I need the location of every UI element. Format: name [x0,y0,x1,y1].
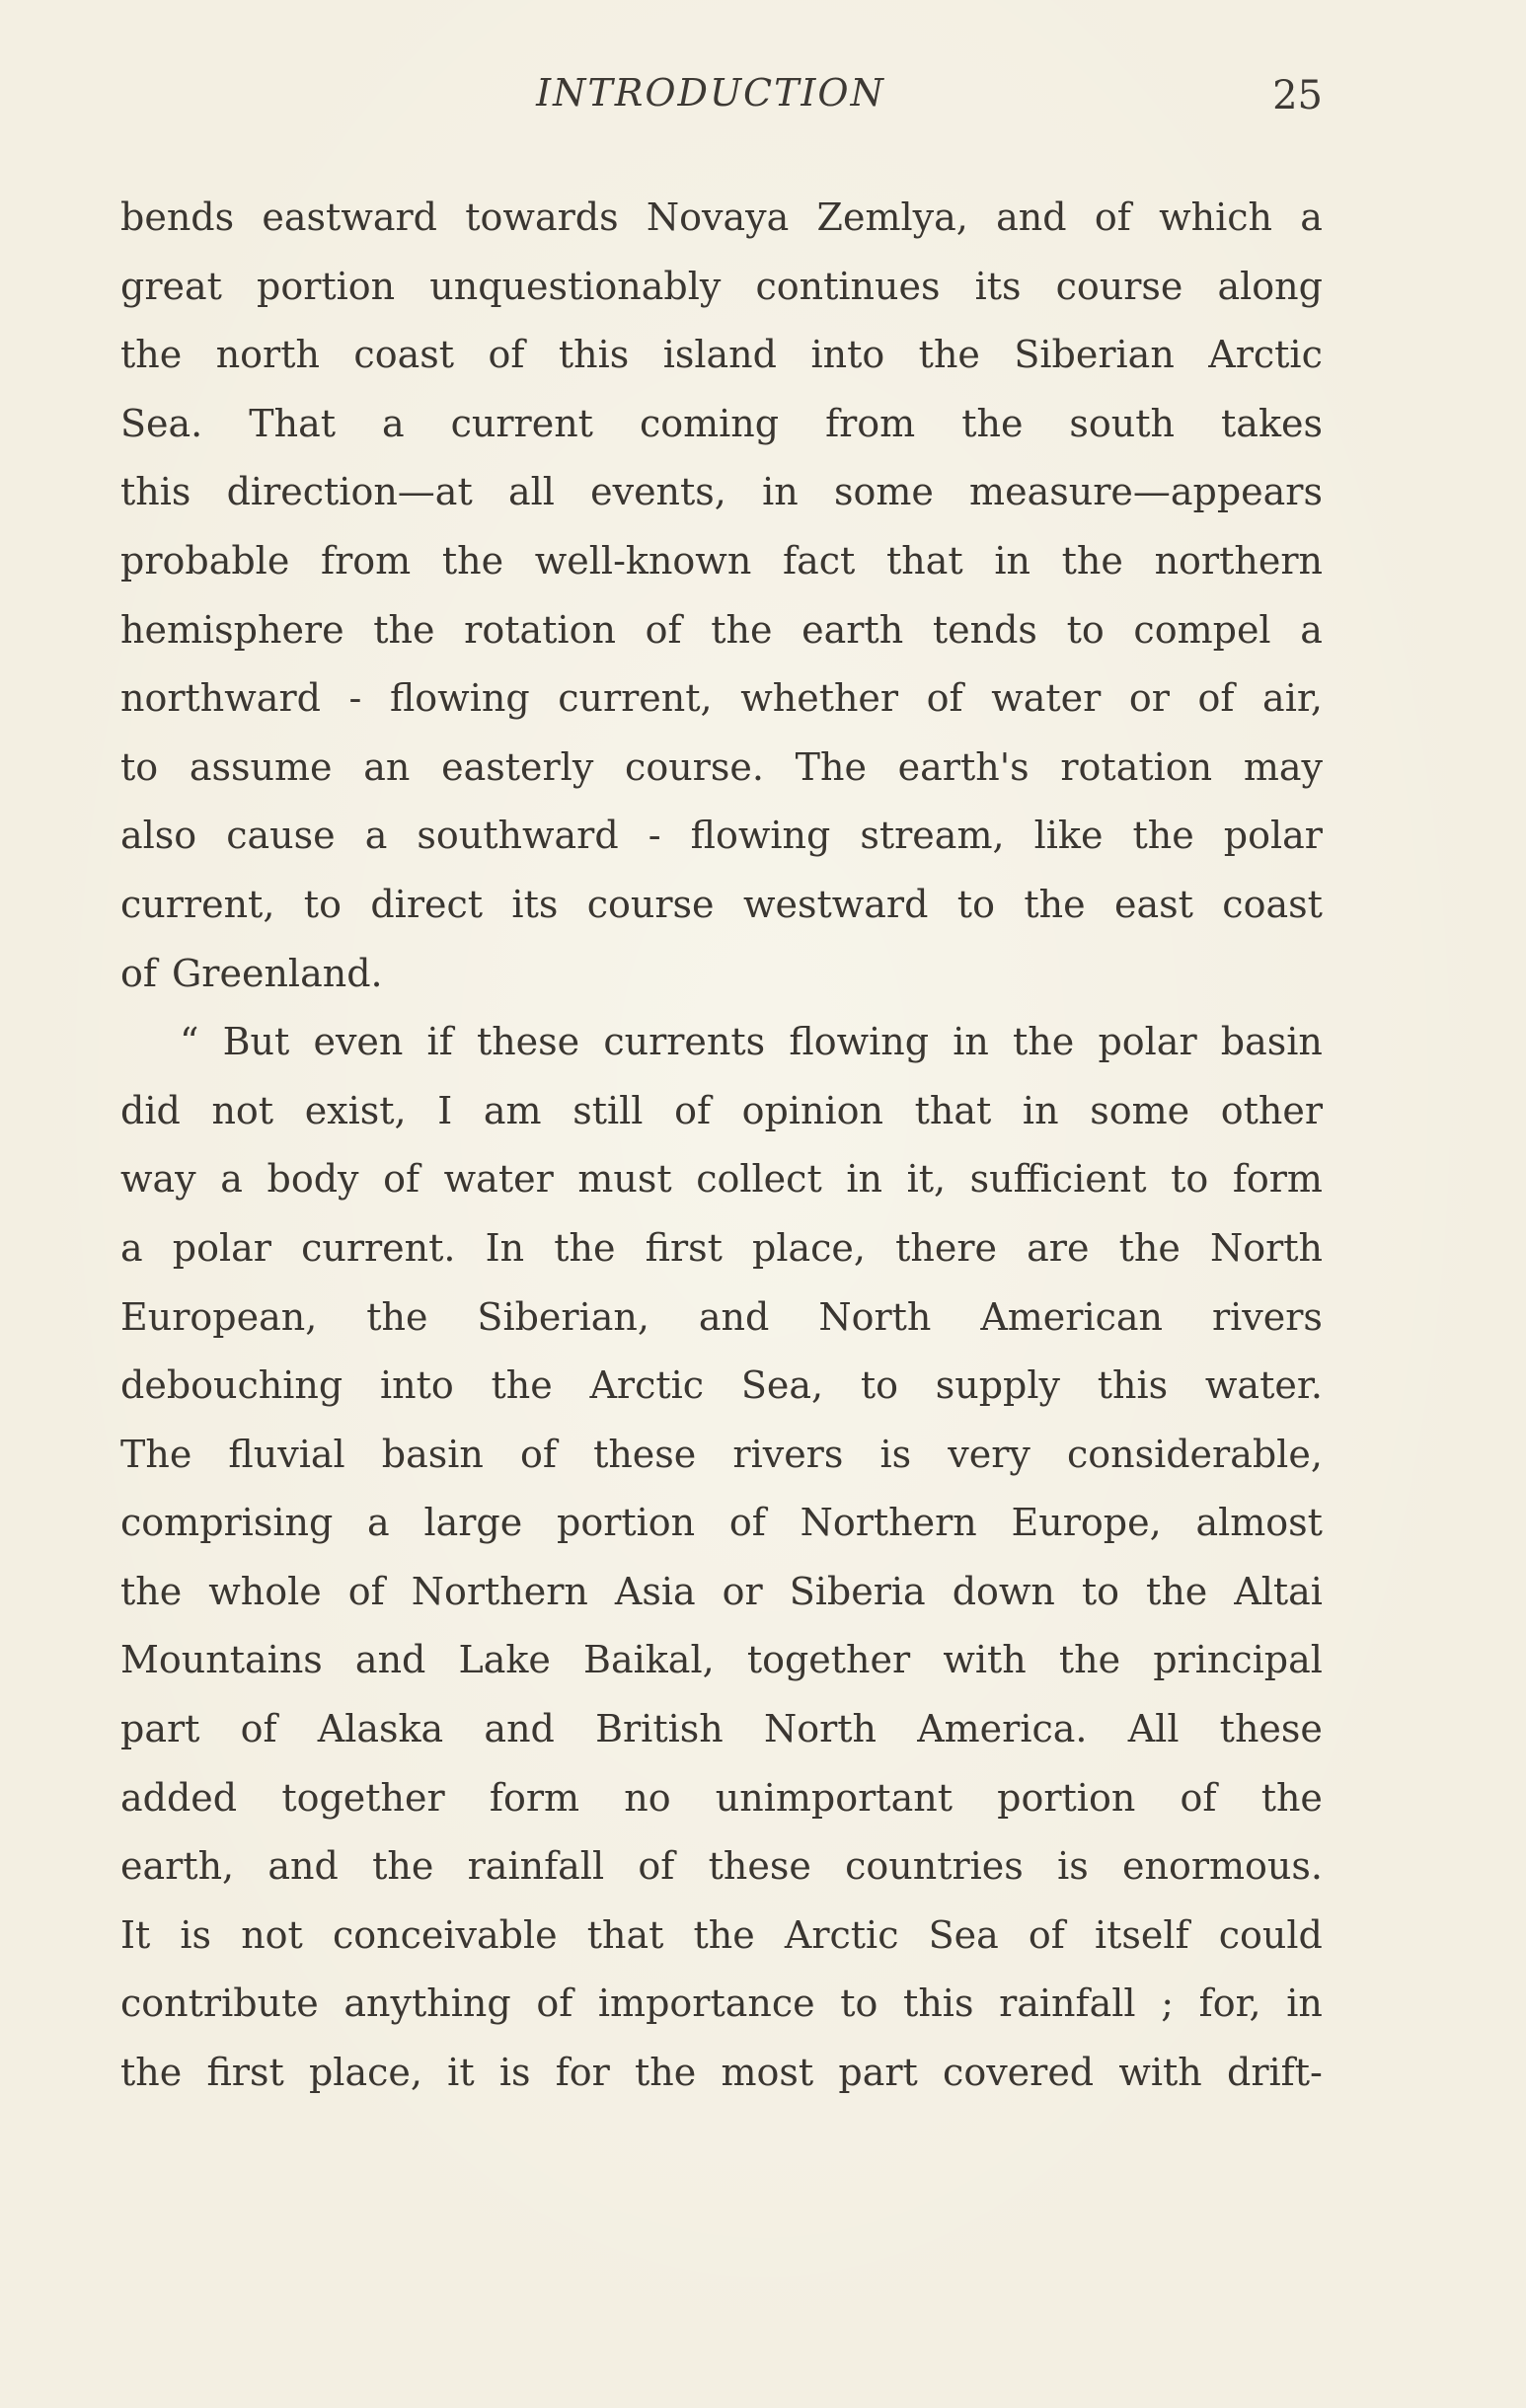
text-line: great portion unquestionably continues its course along [120,264,1323,308]
running-head-title: INTRODUCTION [536,71,885,115]
body-text [120,184,1323,2108]
text-line: The fluvial basin of these rivers is very considerable, [120,1432,1323,1476]
text-line: this direction—at all events, in some measure—appears [120,470,1323,514]
page-number: 25 [1272,73,1323,118]
text-line: earth, and the rainfall of these countries is enormous. [120,1844,1323,1889]
text-line: a polar current. In the first place, there are the North [120,1225,1323,1270]
text-line: probable from the well-known fact that in the northern [120,538,1323,583]
text-line: to assume an easterly course. The earth's rotation may [120,744,1323,789]
running-head [0,71,1526,130]
text-line: comprising a large portion of Northern Europe, almost [120,1501,1323,1545]
text-line: bends eastward towards Novaya Zemlya, and of which a [120,195,1323,239]
text-line: Mountains and Lake Baikal, together with the principal [120,1638,1323,1682]
text-line: also cause a southward - flowing stream, like the polar [120,814,1323,858]
text-line: “ But even if these currents flowing in the polar basin [180,1020,1323,1064]
text-line: northward - flowing current, whether of water or of air, [120,676,1323,721]
text-line: did not exist, I am still of opinion that in some other [120,1088,1323,1132]
text-line: hemisphere the rotation of the earth tends to compel a [120,607,1323,652]
text-line: the first place, it is for the most part covered with drift- [120,2051,1323,2095]
text-line: part of Alaska and British North America. All these [120,1707,1323,1751]
text-line: It is not conceivable that the Arctic Sea of itself could [120,1912,1323,1957]
text-line: added together form no unimportant portion of the [120,1775,1323,1820]
text-line: contribute anything of importance to this rainfall ; for, in [120,1981,1323,2026]
text-line: way a body of water must collect in it, sufficient to form [120,1157,1323,1202]
text-line: Sea. That a current coming from the south takes [120,401,1323,445]
text-line: current, to direct its course westward to the east coast [120,882,1323,926]
text-line: the north coast of this island into the Siberian Arctic [120,333,1323,377]
text-line: European, the Siberian, and North American rivers [120,1294,1323,1339]
text-line: the whole of Northern Asia or Siberia down to the Altai [120,1569,1323,1613]
text-line: debouching into the Arctic Sea, to supply this water. [120,1363,1323,1408]
text-line: of Greenland. [120,951,383,995]
